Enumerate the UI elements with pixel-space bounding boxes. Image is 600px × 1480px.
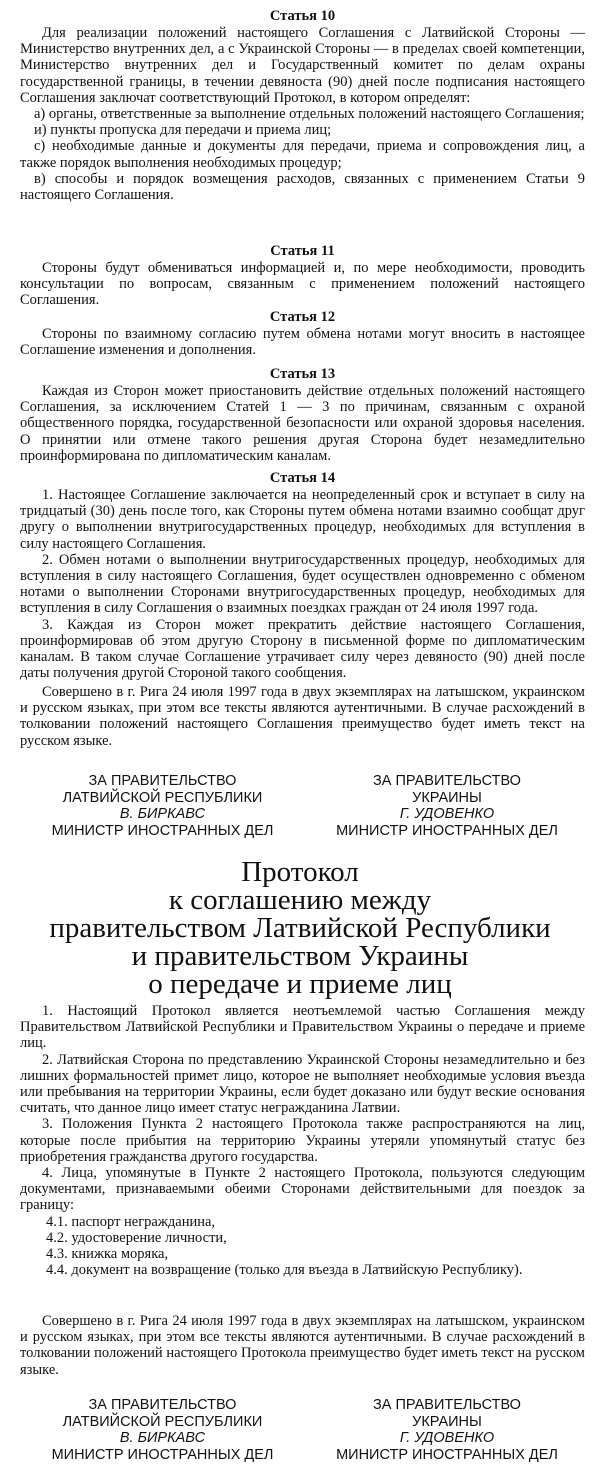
signature-line: ЗА ПРАВИТЕЛЬСТВО	[88, 773, 237, 789]
article-10-item-a: а) органы, ответственные за выполнение отдельных положений настоящего Соглашения;	[34, 106, 585, 123]
article-10	[20, 8, 585, 203]
signatory-title: МИНИСТР ИНОСТРАННЫХ ДЕЛ	[51, 1446, 274, 1463]
protocol-paragraph-1: 1. Настоящий Протокол является неотъемлемой частью Соглашения между Правительством Латвийской Республики и Правительством Украины о передаче и приеме лиц.	[20, 1003, 585, 1052]
article-11-text: Стороны будут обмениваться информацией и, по мере необходимости, проводить консультации по вопросам, связанным с применением положений настоящего Соглашения.	[20, 260, 585, 309]
article-14-paragraph-1: 1. Настоящее Соглашение заключается на неопределенный срок и вступает в силу на тридцатый (30) день после того, как Стороны путем обмена нотами взаимно сообщат друг другу о выполнении внутригосударственных процедур, необходимых для вступления в силу настоящего Соглашения.	[20, 487, 585, 552]
signatory-name: В. БИРКАВС	[119, 806, 206, 822]
closing-agreement-text: Совершено в г. Рига 24 июля 1997 года в двух экземплярах на латышском, украинском и русском языках, при этом все тексты являются аутентичными. В случае расхождений в толковании положений настоящего Соглашения преимущество будет иметь текст на русском языке.	[20, 684, 585, 749]
article-14	[20, 470, 585, 681]
article-10-heading: Статья 10	[269, 8, 336, 24]
signature-line: УКРАИНЫ	[412, 789, 482, 806]
protocol-body	[20, 1003, 585, 1278]
protocol-title-line-1: Протокол	[241, 856, 359, 888]
protocol-title	[10, 858, 590, 998]
signature-latvia-1	[30, 773, 295, 839]
article-11-heading: Статья 11	[270, 243, 335, 259]
article-10-item-b: и) пункты пропуска для передачи и приема лиц;	[34, 122, 332, 139]
signature-line: УКРАИНЫ	[412, 1413, 482, 1430]
protocol-title-line-5: о передаче и приеме лиц	[148, 968, 452, 1000]
article-13-heading: Статья 13	[269, 366, 336, 382]
document-list-item: 4.1. паспорт негражданина,	[46, 1213, 216, 1230]
document-list-item: 4.4. документ на возвращение (только для въезда в Латвийскую Республику).	[46, 1262, 523, 1279]
signature-ukraine-1	[312, 773, 582, 839]
protocol-paragraph-2: 2. Латвийская Сторона по представлению Украинской Стороны незамедлительно и без лишних формальностей примет лицо, которое не выполняет необходимые условия въезда или пребывания на территории Украины, если будет доказано или будут веские основания считать, что данное лицо имеет статус негражданина Латвии.	[20, 1051, 585, 1117]
closing-protocol	[20, 1313, 585, 1378]
article-14-paragraph-2: 2. Обмен нотами о выполнении внутригосударственных процедур, необходимых для вступления в силу настоящего Соглашения, будет осуществлен одновременно с обменом нотами о выполнении Сторонами внутригосударственных процедур, необходимых для вступления в силу Соглашения о взаимных поездках граждан от 24 июля 1997 года.	[20, 551, 585, 617]
article-14-paragraph-3: 3. Каждая из Сторон может прекратить действие настоящего Соглашения, проинформировав об этом другую Сторону в письменной форме по дипломатическим каналам. В таком случае Соглашение утрачивает силу через девяносто (90) дней после даты получения другой Стороной такого сообщения.	[20, 616, 585, 682]
signatory-title: МИНИСТР ИНОСТРАННЫХ ДЕЛ	[336, 822, 558, 839]
article-12-text: Стороны по взаимному согласию путем обмена нотами могут вносить в настоящее Соглашение изменения и дополнения.	[20, 326, 585, 359]
article-12-heading: Статья 12	[269, 309, 336, 325]
article-12	[20, 309, 585, 358]
signatory-name: Г. УДОВЕНКО	[399, 1430, 495, 1446]
article-14-heading: Статья 14	[269, 470, 336, 486]
signature-line: ЗА ПРАВИТЕЛЬСТВО	[373, 773, 521, 789]
signature-line: ЛАТВИЙСКОЙ РЕСПУБЛИКИ	[62, 789, 263, 806]
signature-latvia-2	[30, 1397, 295, 1463]
protocol-paragraph-3: 3. Положения Пункта 2 настоящего Протокола также распространяются на лиц, которые после прибытия на территорию Украины утеряли упомянутый статус без приобретения гражданства другого государства.	[20, 1116, 585, 1165]
signatory-name: Г. УДОВЕНКО	[399, 806, 495, 822]
article-10-intro: Для реализации положений настоящего Соглашения с Латвийской Стороны — Министерство внутренних дел, а с Украинской Стороны — в пределах своей компетенции, Министерство внутренних дел и Государственный комитет по делам охраны государственной границы, в течении девяноста (90) дней после подписания настоящего Соглашения заключат соответствующий Протокол, в котором определят:	[20, 25, 585, 106]
article-10-item-d: в) способы и порядок возмещения расходов, связанных с применением Статьи 9 настоящего Соглашения.	[20, 170, 585, 204]
article-13-text: Каждая из Сторон может приостановить действие отдельных положений настоящего Соглашения, за исключением Статей 1 — 3 по причинам, связанным с охраной общественного порядка, государственной безопасности или охраной здоровья населения. О принятии или отмене такого решения другая Сторона будет незамедлительно проинформирована по дипломатическим каналам.	[20, 383, 585, 464]
article-10-item-c: с) необходимые данные и документы для передачи, приема и сопровождения лиц, а также порядок выполнения необходимых процедур;	[20, 138, 585, 171]
protocol-title-line-4: и правительством Украины	[131, 940, 469, 972]
signatory-title: МИНИСТР ИНОСТРАННЫХ ДЕЛ	[336, 1446, 558, 1463]
protocol-title-line-2: к соглашению между	[168, 884, 432, 916]
signature-line: ЗА ПРАВИТЕЛЬСТВО	[88, 1397, 237, 1413]
signature-line: ЛАТВИЙСКОЙ РЕСПУБЛИКИ	[62, 1413, 263, 1430]
article-13	[20, 366, 585, 464]
document-list-item: 4.3. книжка моряка,	[46, 1246, 169, 1263]
closing-protocol-text: Совершено в г. Рига 24 июля 1997 года в двух экземплярах на латышском, украинском и русском языках, при этом все тексты являются аутентичными. В случае расхождений в толковании положений настоящего Протокола преимущество будет иметь текст на русском языке.	[20, 1313, 585, 1378]
signatory-name: В. БИРКАВС	[119, 1430, 206, 1446]
document-list-item: 4.2. удостоверение личности,	[46, 1229, 227, 1246]
signature-ukraine-2	[312, 1397, 582, 1463]
article-11	[20, 243, 585, 309]
protocol-title-line-3: правительством Латвийской Республики	[49, 912, 551, 944]
signatory-title: МИНИСТР ИНОСТРАННЫХ ДЕЛ	[51, 822, 274, 839]
signature-line: ЗА ПРАВИТЕЛЬСТВО	[373, 1397, 521, 1413]
closing-agreement	[20, 684, 585, 749]
protocol-paragraph-4: 4. Лица, упомянутые в Пункте 2 настоящего Протокола, пользуются следующим документами, признаваемыми обеими Сторонами действительными для поездок за границу:	[20, 1165, 585, 1214]
